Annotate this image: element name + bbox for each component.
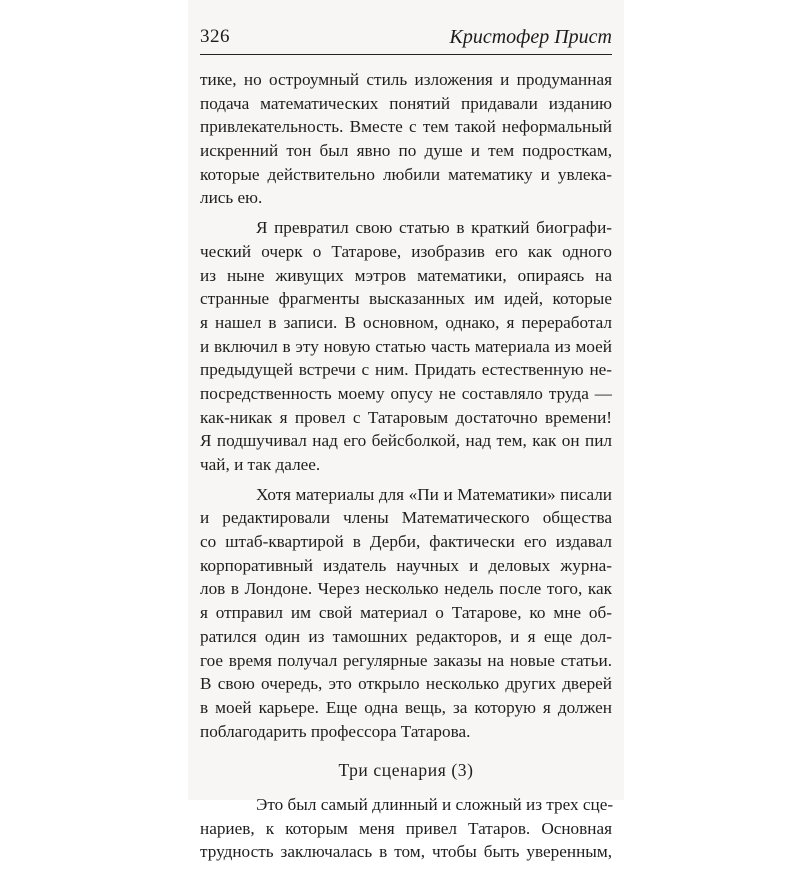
- text-line: В свою очередь, это открыло несколько других дверей: [200, 674, 612, 694]
- text-line: которые действительно любили математику и увлека-: [200, 164, 612, 184]
- text-line: странные фрагменты высказанных им идей, которые: [200, 289, 612, 309]
- text-line: из ныне живущих мэтров математики, опираясь на: [200, 265, 612, 285]
- text-line: и включил в эту новую статью часть материала из моей: [200, 336, 612, 356]
- text-line: со штаб-квартирой в Дерби, фактически его издавал: [200, 532, 612, 552]
- text-line: Хотя материалы для «Пи и Математики» писали: [256, 484, 612, 504]
- page-number: 326: [200, 26, 230, 47]
- text-line: искренний тон был явно по душе и тем подросткам,: [200, 141, 612, 161]
- page-header: [200, 26, 612, 55]
- text-line: подача математических понятий придавали изданию: [200, 93, 612, 113]
- text-line: привлекательность. Вместе с тем такой неформальный: [200, 117, 612, 137]
- text-line: корпоративный издатель научных и деловых журна-: [200, 555, 612, 575]
- paragraph-2: [200, 216, 612, 477]
- paragraph-3: [200, 483, 612, 744]
- text-line: гое время получал регулярные заказы на новые статьи.: [200, 650, 612, 670]
- text-line: тике, но остроумный стиль изложения и продуманная: [200, 70, 612, 89]
- text-line: поблагодарить профессора Татарова.: [200, 721, 471, 741]
- paragraph-1: [200, 68, 612, 210]
- text-line: я отправил им свой материал о Татарове, ко мне об-: [200, 603, 612, 623]
- section-heading: Три сценария (3): [338, 760, 474, 781]
- text-line: лов в Лондоне. Через несколько недель после того, как: [200, 579, 612, 599]
- text-line: посредственность моему опусу не составляло труда —: [200, 383, 612, 403]
- running-head-author: Кристофер Прист: [449, 26, 612, 48]
- paragraph-4: [200, 793, 612, 864]
- text-line: Я подшучивал над его бейсболкой, над тем, как он пил: [200, 431, 612, 451]
- text-line: чай, и так далее.: [200, 455, 321, 474]
- text-line: трудность заключалась в том, чтобы быть уверенным,: [200, 842, 612, 862]
- text-line: ратился один из тамошних редакторов, и я еще дол-: [200, 626, 612, 646]
- text-line: я нашел в записи. В основном, однако, я переработал: [200, 312, 612, 332]
- text-line: Это был самый длинный и сложный из трех сце-: [256, 794, 614, 814]
- text-line: лись ею.: [200, 188, 263, 208]
- body-text: [200, 68, 612, 870]
- text-line: в моей карьере. Еще одна вещь, за которую я должен: [200, 697, 612, 717]
- text-line: ческий очерк о Татарове, изобразив его как одного: [200, 241, 612, 261]
- text-line: предыдущей встречи с ним. Придать естественную не-: [200, 360, 612, 380]
- text-line: Я превратил свою статью в краткий биографи-: [256, 218, 612, 238]
- text-line: как-никак я провел с Татаровым достаточно времени!: [200, 407, 612, 427]
- text-line: и редактировали члены Математического общества: [200, 508, 612, 528]
- text-line: нариев, к которым меня привел Татаров. Основная: [200, 818, 612, 838]
